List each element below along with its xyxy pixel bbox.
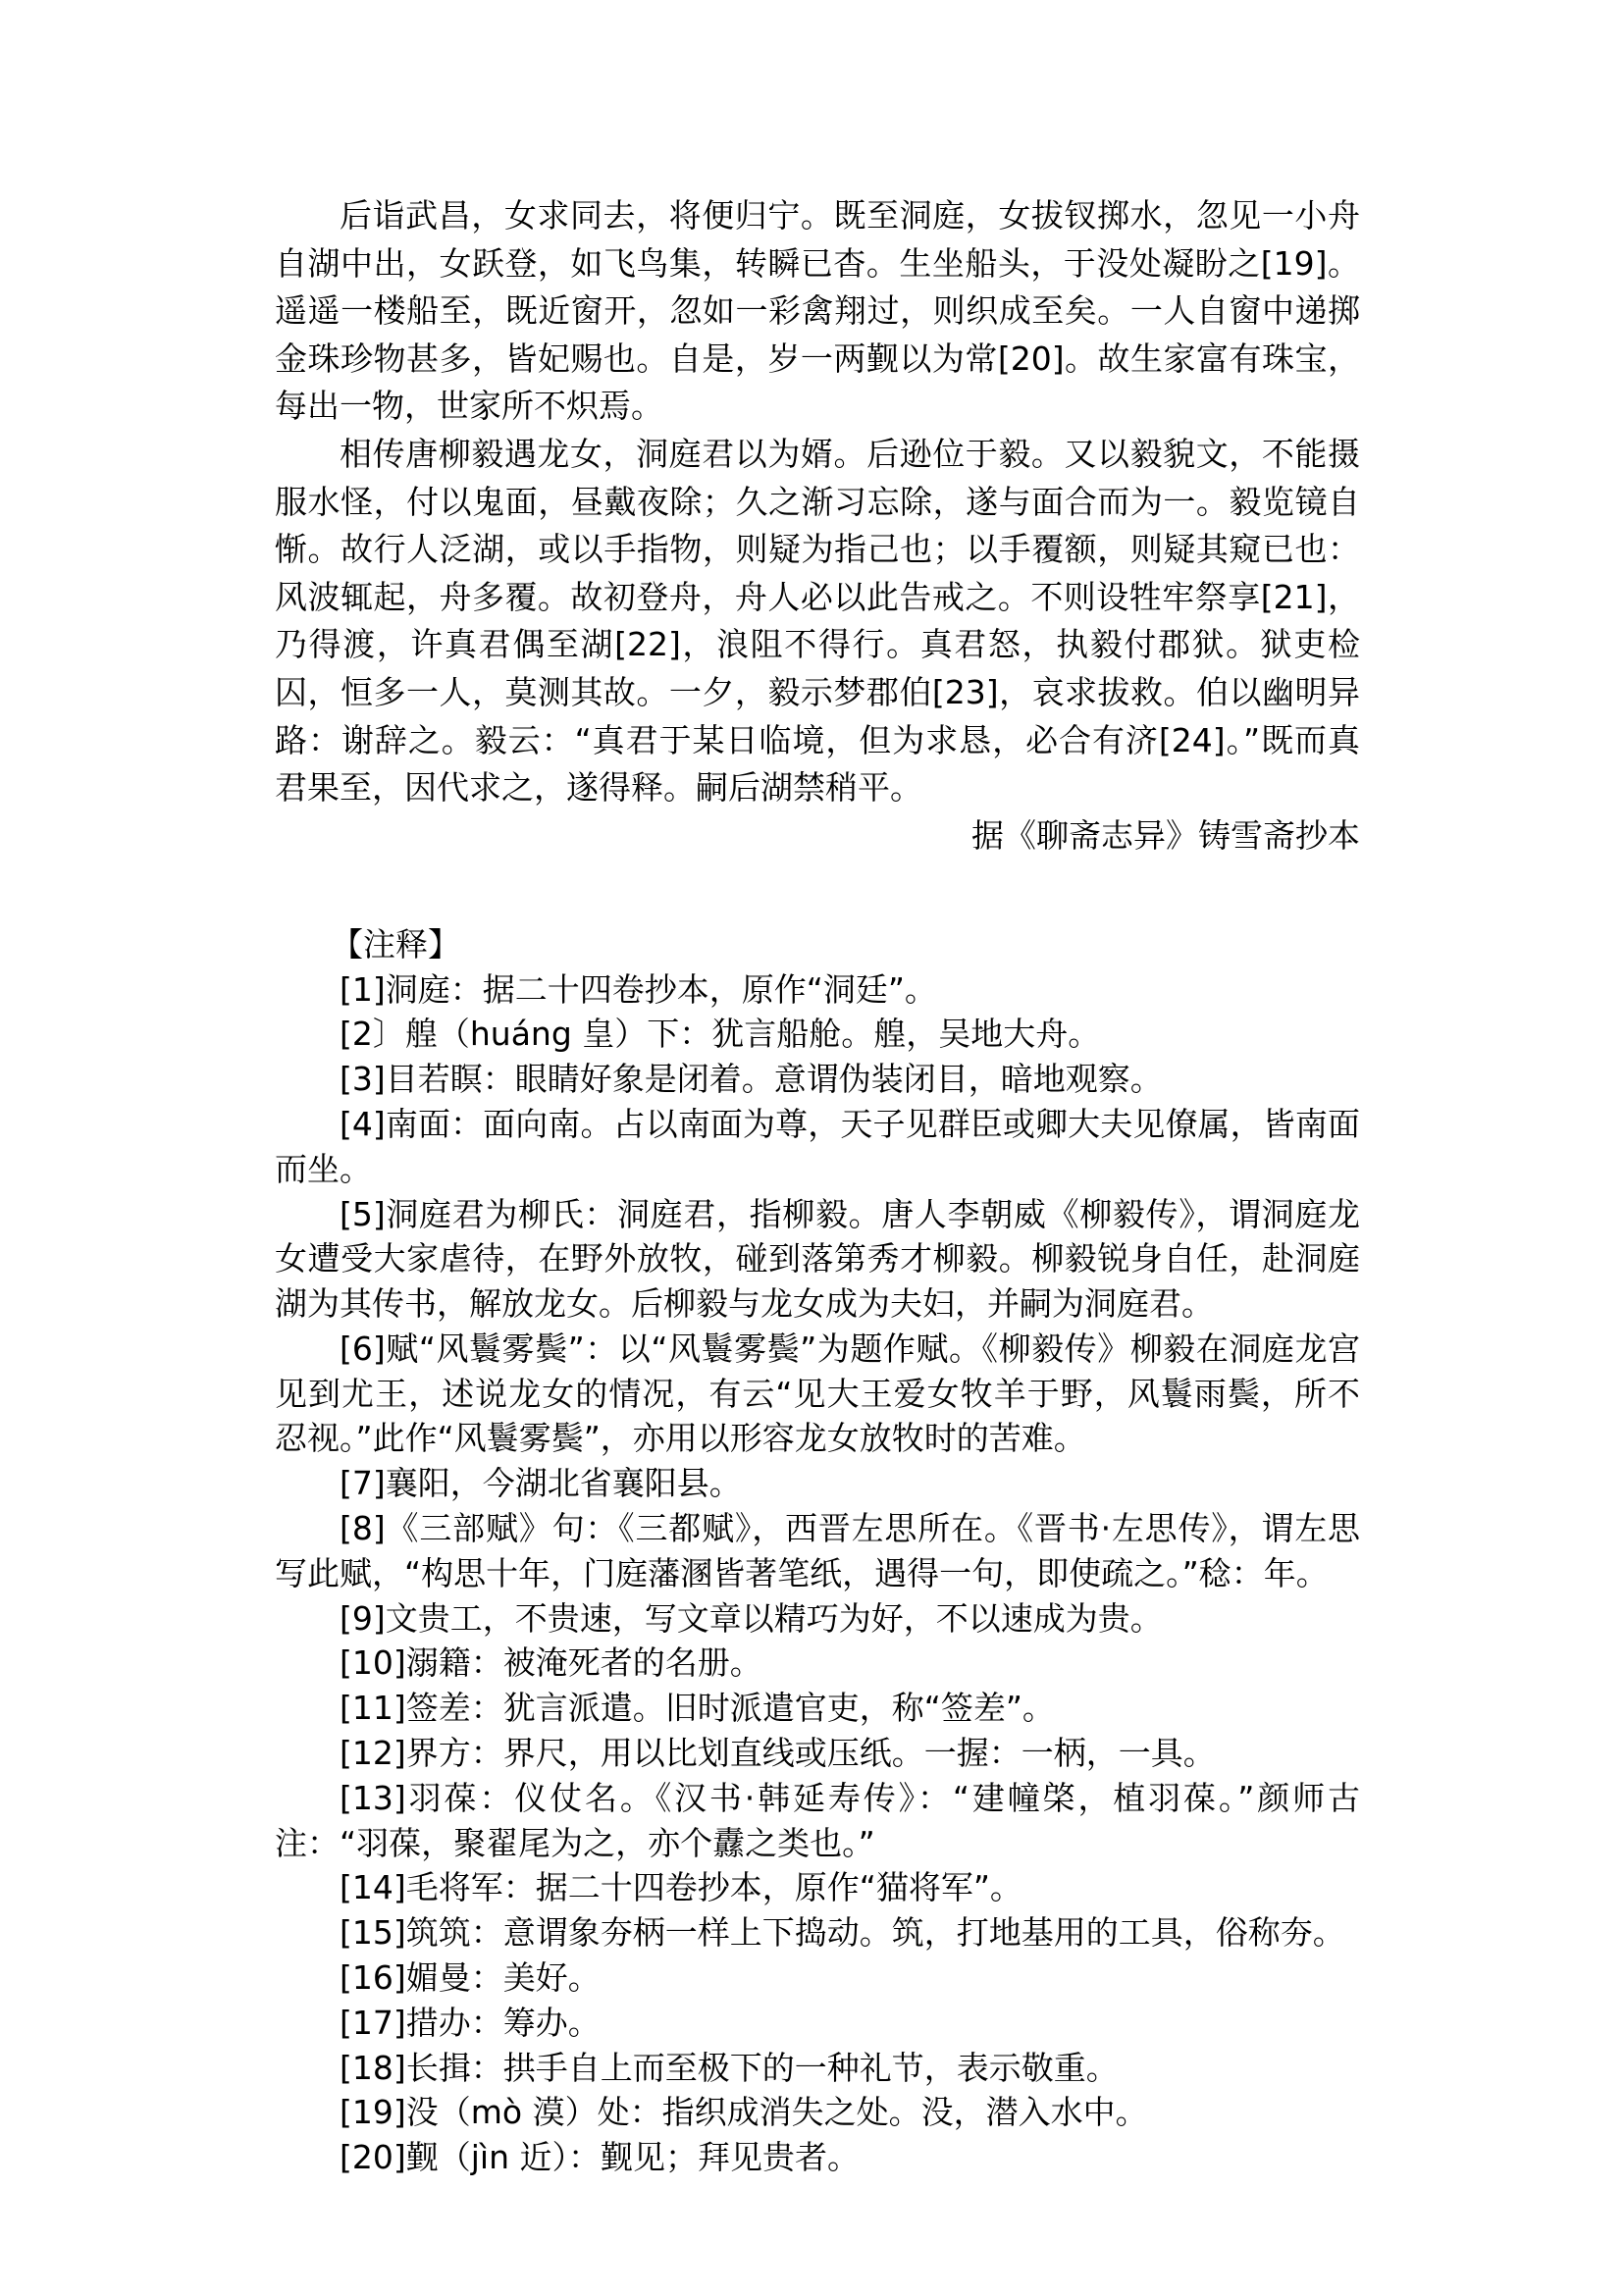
note-item: [11]签差：犹言派遣。旧时派遣官吏，称“签差”。 [340,1689,1055,1728]
note-item: [14]毛将军：据二十四卷抄本，原作“猫将军”。 [340,1868,1022,1907]
story-paragraph: 后诣武昌，女求同去，将便归宁。既至洞庭，女拔钗掷水，忽见一小舟自湖中出，女跃登，如飞鸟集，转瞬已杳。生坐船头，于没处凝盼之[19]。遥遥一楼船至，既近窗开，忽如一彩禽翔过，则织成至矣。一人自窗中递掷金珠珍物甚多，皆妃赐也。自是，岁一两觐以为常[20]。故生家富有珠宝，每出一物，世家所不炽焉。 [275,196,1360,426]
note-item: [18]长揖：拱手自上而至极下的一种礼节，表示敬重。 [340,2048,1119,2087]
note-item: [12]界方：界尺，用以比划直线或压纸。一握：一柄，一具。 [340,1734,1216,1773]
note-item: [17]措办：筹办。 [340,2003,601,2042]
note-item: [6]赋“风鬟雾鬓”：以“风鬟雾鬓”为题作赋。《柳毅传》柳毅在洞庭龙宫见到尤王，述说龙女的情况，有云“见大王爱女牧羊于野，风鬟雨鬓，所不忍视。”此作“风鬟雾鬓”，亦用以形容龙女放牧时的苦难。 [275,1329,1360,1458]
note-item: [3]目若瞑：眼睛好象是闭着。意谓伪装闭目，暗地观察。 [340,1060,1163,1099]
story-text [275,192,1360,812]
story-paragraph: 相传唐柳毅遇龙女，洞庭君以为婿。后逊位于毅。又以毅貌文，不能摄服水怪，付以鬼面，昼戴夜除；久之渐习忘除，遂与面合而为一。毅览镜自惭。故行人泛湖，或以手指物，则疑为指己也；以手覆额，则疑其窥已也：风波辄起，舟多覆。故初登舟，舟人必以此告戒之。不则设牲牢祭享[21]，乃得渡，许真君偶至湖[22]，浪阻不得行。真君怒，执毅付郡狱。狱吏检囚，恒多一人，莫测其故。一夕，毅示梦郡伯[23]，哀求拔救。伯以幽明异路：谢辞之。毅云：“真君于某日临境，但为求恳，必合有济[24]。”既而真君果至，因代求之，遂得释。嗣后湖禁稍平。 [275,434,1360,808]
note-item: [19]没（mò 漠）处：指织成消失之处。没，潜入水中。 [340,2093,1148,2132]
source-citation: 据《聊斋志异》铸雪斋抄本 [971,815,1360,855]
note-item: [10]溺籍：被淹死者的名册。 [340,1643,762,1683]
note-item: [4]南面：面向南。占以南面为尊，天子见群臣或卿大夫见僚属，皆南面而坐。 [275,1104,1360,1188]
note-item: [16]媚曼：美好。 [340,1958,601,1998]
document-page [275,192,1360,2180]
note-item: [1]洞庭：据二十四卷抄本，原作“洞廷”。 [340,969,937,1009]
note-item: [5]洞庭君为柳氏：洞庭君，指柳毅。唐人李朝威《柳毅传》，谓洞庭龙女遭受大家虐待，在野外放牧，碰到落第秀才柳毅。柳毅锐身自任，赴洞庭湖为其传书，解放龙女。后柳毅与龙女成为夫妇，并嗣为洞庭君。 [275,1194,1360,1324]
note-item: [9]文贵工，不贵速，写文章以精巧为好，不以速成为贵。 [340,1598,1163,1638]
notes-list [275,967,1360,2181]
notes-heading: 【注释】 [331,924,460,964]
note-item: [2〕艎（huáng 皇）下：犹言船舱。艎，吴地大舟。 [340,1015,1101,1054]
note-item: [15]筑筑：意谓象夯柄一样上下捣动。筑，打地基用的工具，俗称夯。 [340,1913,1345,1953]
note-item: [8]《三部赋》句：《三都赋》，西晋左思所在。《晋书·左思传》，谓左思写此赋，“构思十年，门庭藩溷皆著笔纸，遇得一句，即使疏之。”稔：年。 [275,1509,1360,1592]
note-item: [7]襄阳，今湖北省襄阳县。 [340,1464,742,1503]
note-item: [13]羽葆：仪仗名。《汉书·韩延寿传》：“建幢棨，植羽葆。”颜师古注：“羽葆，聚翟尾为之，亦个纛之类也。” [275,1778,1360,1862]
note-item: [20]觐（jìn 近）：觐见；拜见贵者。 [340,2138,860,2177]
